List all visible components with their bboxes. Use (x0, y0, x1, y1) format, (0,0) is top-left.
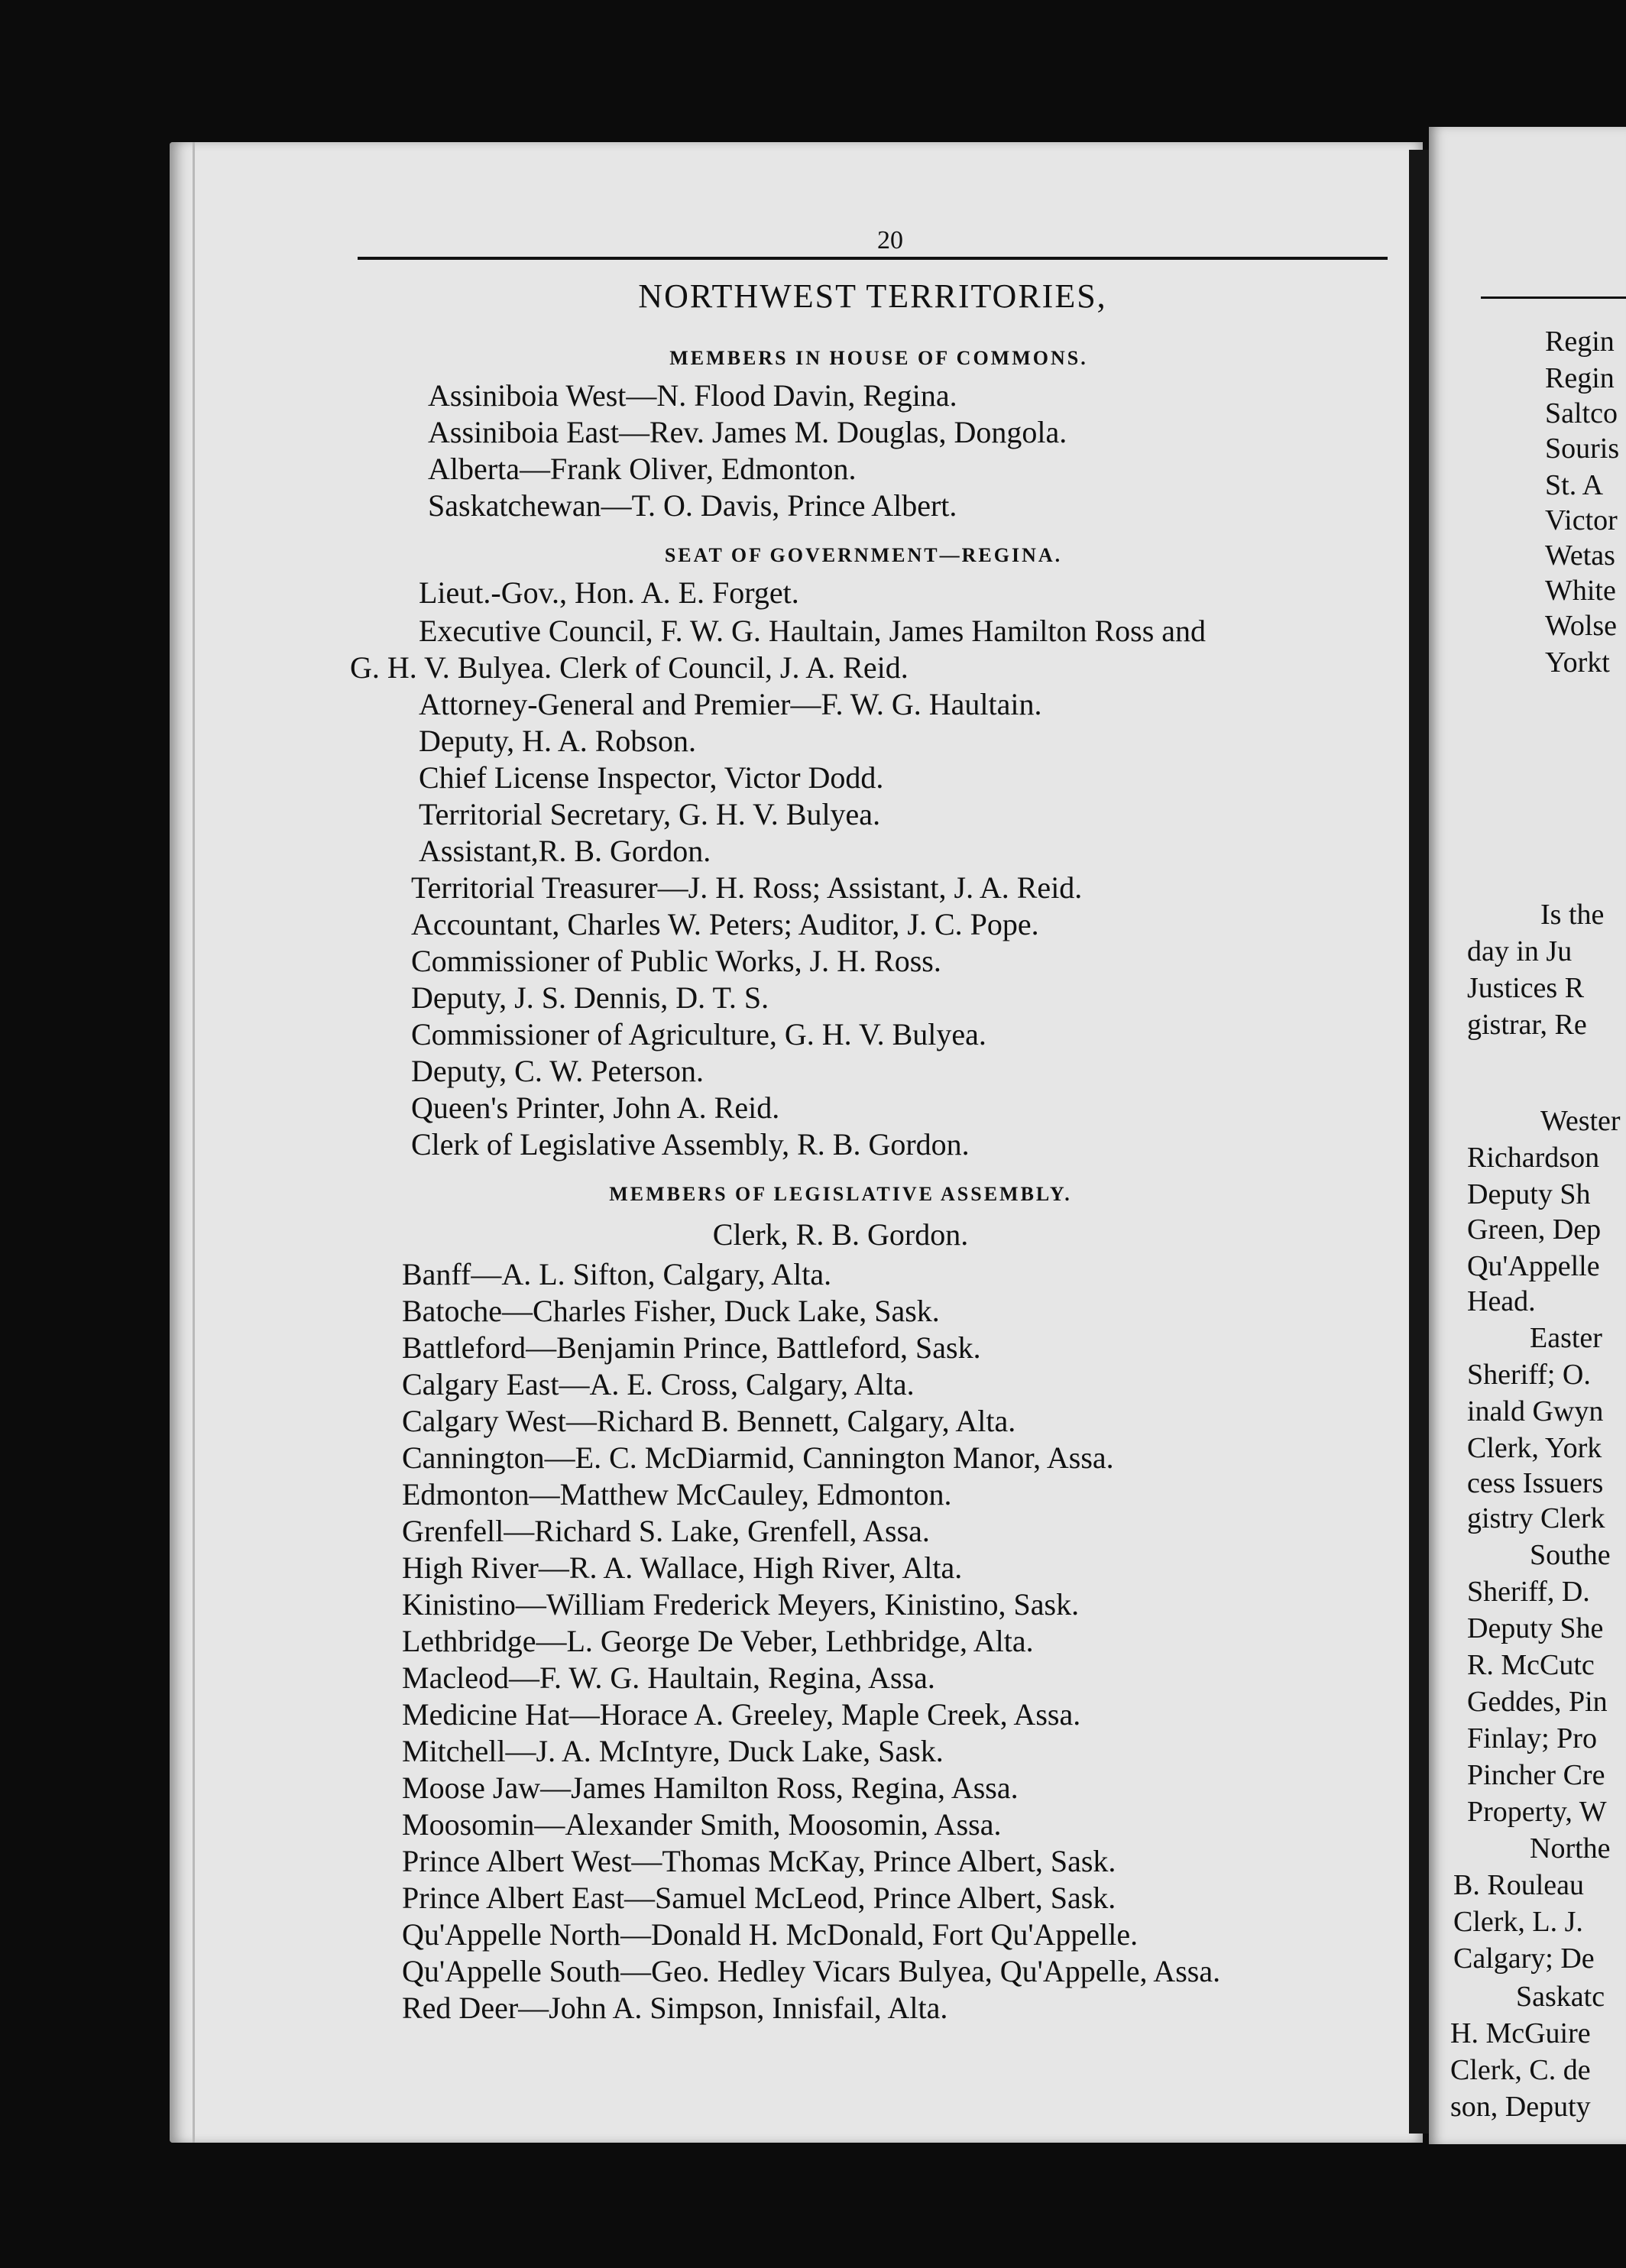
right-page-line: gistry Clerk (1467, 1502, 1605, 1534)
government-heading-wrapper (535, 544, 1192, 572)
assembly-member-line: High River—R. A. Wallace, High River, Alta. (402, 1550, 963, 1585)
right-page-line: day in Ju (1467, 935, 1573, 967)
right-page-line: St. A (1545, 469, 1604, 501)
government-line: Deputy, H. A. Robson. (419, 724, 696, 758)
assembly-member-line: Qu'Appelle North—Donald H. McDonald, Fort Qu'Appelle. (402, 1917, 1139, 1952)
government-line: Deputy, J. S. Dennis, D. T. S. (411, 980, 769, 1015)
right-page-line: Is the (1540, 899, 1605, 931)
commons-heading: MEMBERS IN HOUSE OF COMMONS. (669, 347, 1088, 369)
right-page-line: Justices R (1467, 972, 1585, 1004)
right-page-line: Deputy Sh (1467, 1178, 1591, 1210)
right-page-line: Head. (1467, 1285, 1536, 1317)
assembly-member-line: Prince Albert East—Samuel McLeod, Prince Albert, Sask. (402, 1881, 1116, 1915)
commons-heading-wrapper (535, 347, 1223, 374)
government-line: Territorial Treasurer—J. H. Ross; Assistant, J. A. Reid. (411, 870, 1083, 905)
assembly-member-line: Grenfell—Richard S. Lake, Grenfell, Assa. (402, 1514, 930, 1548)
right-page (1429, 127, 1626, 2144)
right-page-line: Yorkt (1545, 646, 1610, 679)
assembly-member-line: Macleod—F. W. G. Haultain, Regina, Assa. (402, 1661, 935, 1695)
assembly-member-line: Red Deer—John A. Simpson, Innisfail, Alta. (402, 1991, 948, 2025)
assembly-member-line: Lethbridge—L. George De Veber, Lethbridge, Alta. (402, 1624, 1034, 1658)
right-page-line: Sheriff, D. (1467, 1576, 1590, 1608)
government-line: Attorney-General and Premier—F. W. G. Haultain. (419, 687, 1042, 721)
right-page-line: Wetas (1545, 539, 1615, 572)
assembly-member-line: Mitchell—J. A. McIntyre, Duck Lake, Sask. (402, 1734, 944, 1768)
commons-member-line: Saskatchewan—T. O. Davis, Prince Albert. (428, 488, 957, 523)
right-page-line: Clerk, L. J. (1453, 1906, 1583, 1938)
government-line: Clerk of Legislative Assembly, R. B. Gordon. (411, 1127, 970, 1162)
government-line: Territorial Secretary, G. H. V. Bulyea. (419, 797, 881, 831)
page-title: NORTHWEST TERRITORIES, (638, 277, 1107, 315)
assembly-member-line: Batoche—Charles Fisher, Duck Lake, Sask. (402, 1294, 940, 1328)
right-page-line: Qu'Appelle (1467, 1250, 1600, 1282)
right-page-line: R. McCutc (1467, 1649, 1595, 1681)
right-page-line: Calgary; De (1453, 1942, 1595, 1975)
right-page-line: Wolse (1545, 610, 1618, 642)
right-page-line: Regin (1545, 326, 1615, 358)
right-page-line: Northe (1530, 1832, 1611, 1865)
commons-member-line: Assiniboia East—Rev. James M. Douglas, Dongola. (428, 415, 1067, 449)
government-line: Accountant, Charles W. Peters; Auditor, J. C. Pope. (411, 907, 1039, 941)
assembly-member-line: Calgary West—Richard B. Bennett, Calgary, Alta. (402, 1404, 1016, 1438)
page-number: 20 (877, 226, 903, 254)
assembly-clerk: Clerk, R. B. Gordon. (712, 1217, 969, 1252)
right-page-line: Saltco (1545, 397, 1618, 429)
right-page-line: Finlay; Pro (1467, 1722, 1597, 1754)
assembly-heading: MEMBERS OF LEGISLATIVE ASSEMBLY. (609, 1183, 1072, 1205)
right-page-line: Saskatc (1516, 1981, 1605, 2013)
assembly-member-line: Moose Jaw—James Hamilton Ross, Regina, Assa. (402, 1771, 1019, 1805)
assembly-member-line: Battleford—Benjamin Prince, Battleford, Sask. (402, 1330, 981, 1365)
assembly-heading-wrapper (474, 1183, 1207, 1210)
right-page-line: Southe (1530, 1539, 1611, 1571)
right-page-line: Easter (1530, 1322, 1602, 1354)
government-line: Commissioner of Agriculture, G. H. V. Bulyea. (411, 1017, 986, 1051)
government-line: Chief License Inspector, Victor Dodd. (419, 760, 884, 795)
assembly-member-line: Qu'Appelle South—Geo. Hedley Vicars Bulyea, Qu'Appelle, Assa. (402, 1954, 1221, 1988)
government-line: Assistant,R. B. Gordon. (419, 834, 711, 868)
right-page-line: Clerk, C. de (1450, 2054, 1591, 2086)
right-page-line: Wester (1540, 1105, 1621, 1137)
right-page-line: gistrar, Re (1467, 1009, 1587, 1041)
right-page-line: Property, W (1467, 1796, 1607, 1828)
book-gutter (1409, 150, 1429, 2134)
right-page-line: inald Gwyn (1467, 1395, 1604, 1427)
commons-member-line: Assiniboia West—N. Flood Davin, Regina. (428, 378, 957, 413)
right-page-line: Victor (1545, 504, 1618, 536)
assembly-member-line: Prince Albert West—Thomas McKay, Prince Albert, Sask. (402, 1844, 1116, 1878)
assembly-member-line: Edmonton—Matthew McCauley, Edmonton. (402, 1477, 952, 1511)
assembly-member-line: Banff—A. L. Sifton, Calgary, Alta. (402, 1257, 832, 1291)
assembly-member-line: Moosomin—Alexander Smith, Moosomin, Assa. (402, 1807, 1002, 1842)
right-page-line: Sheriff; O. (1467, 1359, 1591, 1391)
right-page-line: cess Issuers (1467, 1467, 1604, 1499)
government-line: Executive Council, F. W. G. Haultain, James Hamilton Ross and (419, 614, 1207, 648)
right-page-line: Clerk, York (1467, 1432, 1602, 1464)
right-page-rule (1481, 296, 1626, 299)
right-page-line: Pincher Cre (1467, 1759, 1605, 1791)
assembly-member-line: Cannington—E. C. McDiarmid, Cannington Manor, Assa. (402, 1440, 1114, 1475)
right-page-line: Souris (1545, 433, 1620, 465)
right-page-line: Deputy She (1467, 1612, 1604, 1644)
right-page-line: H. McGuire (1450, 2017, 1591, 2049)
assembly-clerk-wrapper (474, 1217, 1207, 1250)
government-line: G. H. V. Bulyea. Clerk of Council, J. A. Reid. (350, 650, 909, 685)
assembly-member-line: Kinistino—William Frederick Meyers, Kinistino, Sask. (402, 1587, 1080, 1622)
right-page-line: B. Rouleau (1453, 1869, 1584, 1901)
government-line: Lieut.-Gov., Hon. A. E. Forget. (419, 575, 799, 610)
government-line: Deputy, C. W. Peterson. (411, 1054, 704, 1088)
right-page-line: Geddes, Pin (1467, 1686, 1608, 1718)
right-page-line: son, Deputy (1450, 2091, 1591, 2123)
assembly-member-line: Medicine Hat—Horace A. Greeley, Maple Creek, Assa. (402, 1697, 1081, 1732)
government-line: Queen's Printer, John A. Reid. (411, 1090, 780, 1125)
assembly-member-line: Calgary East—A. E. Cross, Calgary, Alta. (402, 1367, 915, 1401)
right-page-line: Richardson (1467, 1142, 1600, 1174)
right-page-line: Green, Dep (1467, 1213, 1602, 1246)
right-page-line: White (1545, 575, 1616, 607)
header-rule (358, 257, 1388, 260)
commons-member-line: Alberta—Frank Oliver, Edmonton. (428, 452, 857, 486)
government-heading: SEAT OF GOVERNMENT—REGINA. (664, 544, 1063, 566)
right-page-line: Regin (1545, 362, 1615, 394)
government-line: Commissioner of Public Works, J. H. Ross. (411, 944, 941, 978)
